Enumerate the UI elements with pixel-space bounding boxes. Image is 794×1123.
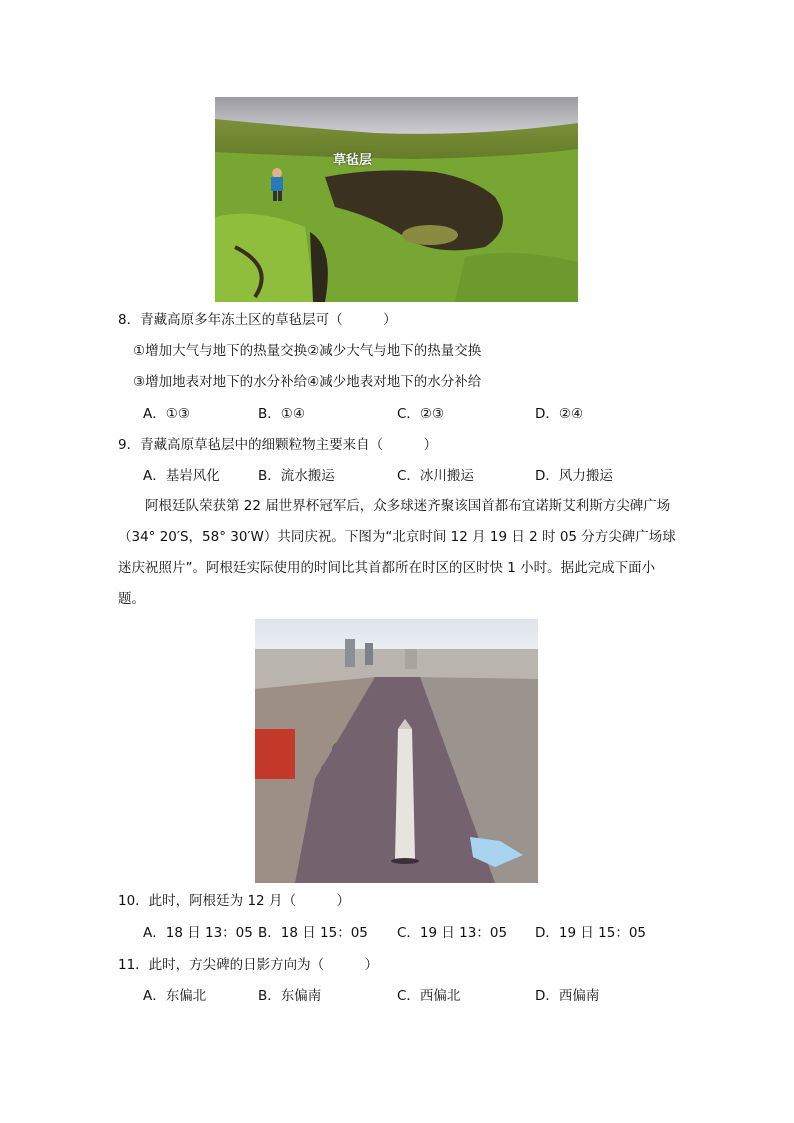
- q8-option-a[interactable]: A．①③: [143, 406, 190, 422]
- q8-item-1: ①增加大气与地下的热量交换②减少大气与地下的热量交换: [133, 343, 482, 359]
- obelisk-celebration-photo: [255, 619, 538, 883]
- q11-option-c[interactable]: C．西偏北: [397, 988, 461, 1004]
- grass-felt-label: 草毡层: [333, 153, 373, 168]
- grass-felt-photo: [215, 97, 578, 302]
- q11-option-b[interactable]: B．东偏南: [258, 988, 322, 1004]
- q8-item-2: ③增加地表对地下的水分补给④减少地表对地下的水分补给: [133, 374, 482, 390]
- q10-option-d[interactable]: D．19 日 15：05: [535, 925, 647, 941]
- q8-option-c[interactable]: C．②③: [397, 406, 445, 422]
- q11-option-d[interactable]: D．西偏南: [535, 988, 600, 1004]
- q9-stem: 9．青藏高原草毡层中的细颗粒物主要来自（ ）: [118, 437, 438, 453]
- q9-option-b[interactable]: B．流水搬运: [258, 468, 335, 484]
- q10-option-c[interactable]: C．19 日 13：05: [397, 925, 508, 941]
- q10-stem: 10．此时，阿根廷为 12 月（ ）: [118, 893, 350, 909]
- q8-option-b[interactable]: B．①④: [258, 406, 305, 422]
- q10-option-a[interactable]: A．18 日 13：05: [143, 925, 253, 941]
- q8-option-d[interactable]: D．②④: [535, 406, 584, 422]
- q9-option-c[interactable]: C．冰川搬运: [397, 468, 474, 484]
- q10-option-b[interactable]: B．18 日 15：05: [258, 925, 368, 941]
- passage-text: 阿根廷队荣获第 22 届世界杯冠军后，众多球迷齐聚该国首都布宜诺斯艾利斯方尖碑广场（34° 20′S，58° 30′W）共同庆祝。下图为“北京时间 12 月 19 日 2 时 05 分方尖碑广场球迷庆祝照片”。阿根廷实际使用的时间比其首都所在时区的区时快 1 小时。据此完成下面小题。: [118, 498, 676, 607]
- q11-stem: 11．此时，方尖碑的日影方向为（ ）: [118, 957, 379, 973]
- q11-option-a[interactable]: A．东偏北: [143, 988, 207, 1004]
- q9-option-a[interactable]: A．基岩风化: [143, 468, 220, 484]
- q8-stem: 8．青藏高原多年冻土区的草毡层可（ ）: [118, 312, 397, 328]
- q9-option-d[interactable]: D．风力搬运: [535, 468, 613, 484]
